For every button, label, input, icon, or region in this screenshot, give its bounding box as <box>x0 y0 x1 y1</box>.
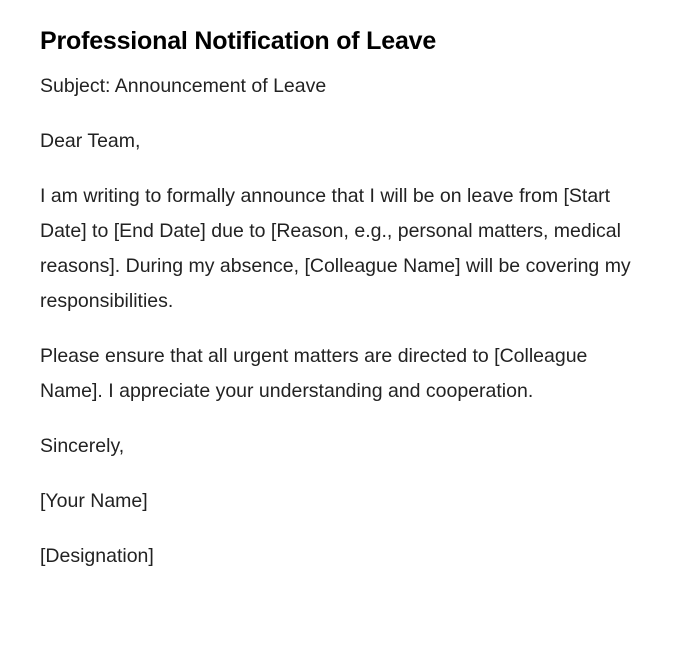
greeting: Dear Team, <box>40 130 141 152</box>
body-paragraph-2: Please ensure that all urgent matters are directed to [Colleague Name]. I appreciate your understanding and cooperation. <box>40 345 588 402</box>
subject-line: Subject: Announcement of Leave <box>40 75 327 97</box>
body-paragraph-1: I am writing to formally announce that I will be on leave from [Start Date] to [End Date] due to [Reason, e.g., personal matters, medical reasons]. During my absence, [Colleague Name] will be covering my responsibilities. <box>40 185 631 312</box>
signature-designation: [Designation] <box>40 545 154 567</box>
closing: Sincerely, <box>40 435 125 457</box>
signature-name: [Your Name] <box>40 490 148 512</box>
document-title: Professional Notification of Leave <box>40 27 437 55</box>
